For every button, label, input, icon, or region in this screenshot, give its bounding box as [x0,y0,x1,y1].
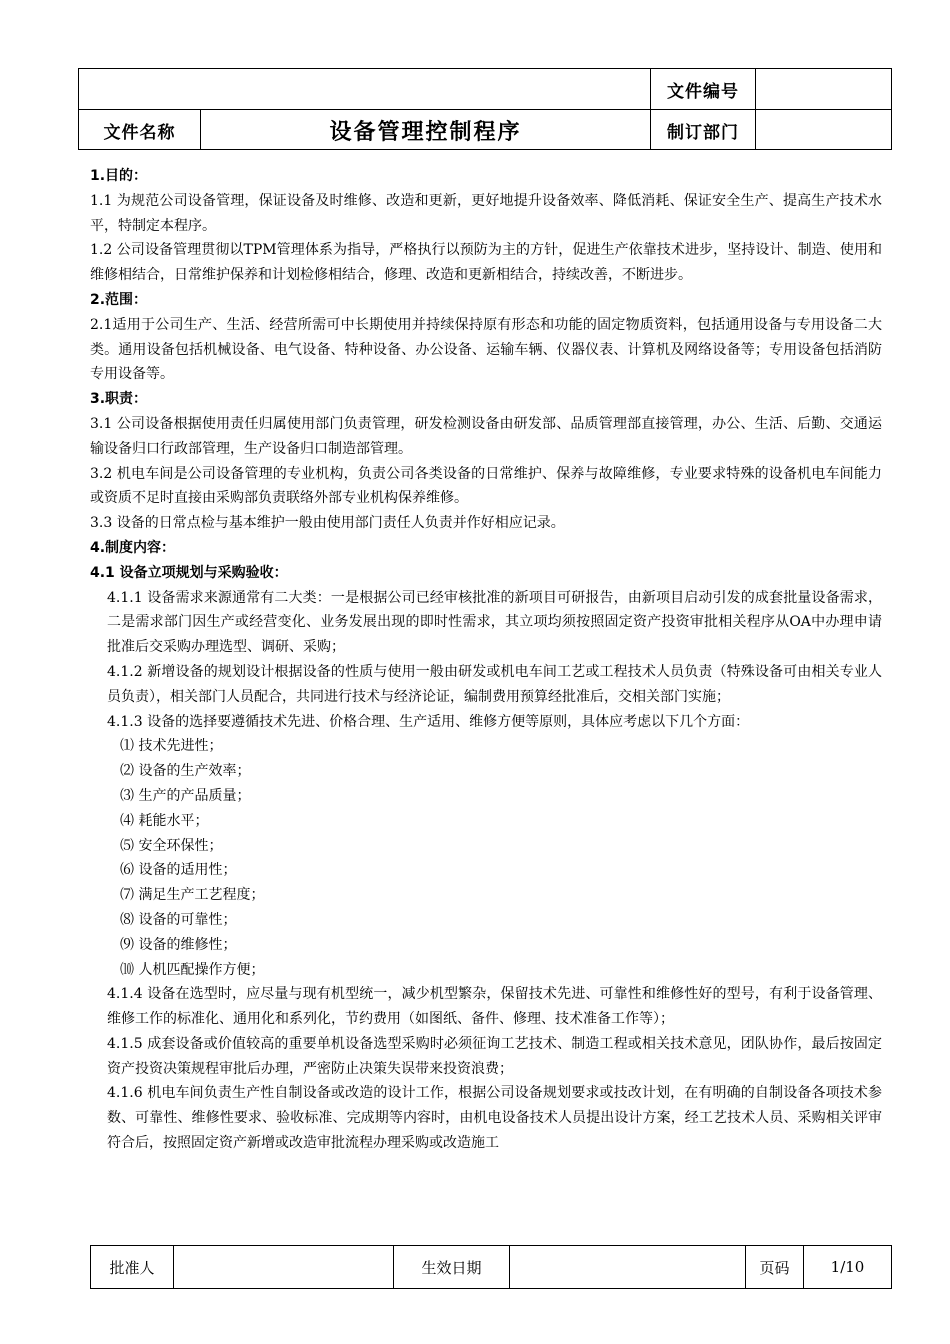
approver-value [174,1246,393,1288]
paragraph-4-1-4: 4.1.4 设备在选型时，应尽量与现有机型统一，减少机型繁杂，保留技术先进、可靠性和维修性好的型号，有利于设备管理、维修工作的标准化、通用化和系列化，节约费用（如图纸、备件、修理、技术准备工作等）； [107,986,882,1028]
department-value [756,110,892,150]
section-1-heading: 1.目的： [90,168,148,184]
paragraph-2-1: 2.1适用于公司生产、生活、经营所需可中长期使用并持续保持原有形态和功能的固定物质资料，包括通用设备与专用设备二大类。通用设备包括机械设备、电气设备、特种设备、办公设备、运输车辆、仪器仪表、计算机及网络设备等；专用设备包括消防专用设备等。 [90,316,882,383]
effective-date-value [510,1246,745,1288]
effective-date-label: 生效日期 [421,1258,482,1277]
section-3-heading: 3.职责： [90,391,148,408]
footer-table [90,1245,892,1289]
paragraph-4-1-6: 4.1.6 机电车间负责生产性自制设备或改造的设计工作，根据公司设备规划要求或技改计划，在有明确的自制设备各项技术参数、可靠性、维修性要求、验收标准、完成期等内容时，由机电设备技术人员提出设计方案，经工艺技术人员、采购相关评审符合后，按照固定资产新增或改造审批流程办理采购或改造施工 [107,1085,882,1152]
paragraph-4-1-2: 4.1.2 新增设备的规划设计根据设备的性质与使用一般由研发或机电车间工艺或工程技术人员负责（特殊设备可由相关专业人员负责），相关部门人员配合，共同进行技术与经济论证，编制费用预算经批准后，交相关部门实施； [107,663,882,705]
list-item: ⑻ 设备的可靠性； [120,911,237,928]
document-body [90,164,882,1156]
doc-number-value [756,69,892,109]
list-item: ⑷ 耗能水平； [120,812,209,829]
paragraph-1-2: 1.2 公司设备管理贯彻以TPM管理体系为指导，严格执行以预防为主的方针，促进生产依靠技术进步，坚持设计、制造、使用和维修相结合，日常维护保养和计划检修相结合，修理、改造和更新相结合，持续改善，不断进步。 [90,242,882,284]
paragraph-4-1-3: 4.1.3 设备的选择要遵循技术先进、价格合理、生产适用、维修方便等原则，具体应考虑以下几个方面： [107,713,750,730]
list-item: ⑽ 人机匹配操作方便； [120,961,265,978]
section-2-heading: 2.范围： [90,291,148,308]
paragraph-4-1-1: 4.1.1 设备需求来源通常有二大类：一是根据公司已经审核批准的新项目可研报告，由新项目启动引发的成套批量设备需求，二是需求部门因生产或经营变化、业务发展出现的即时性需求，其立项均须按照固定资产投资审批相关程序从OA中办理申请批准后交采购办理选型、调研、采购； [107,589,882,656]
document-title: 设备管理控制程序 [329,119,522,145]
paragraph-3-3: 3.3 设备的日常点检与基本维护一般由使用部门责任人负责并作好相应记录。 [90,515,565,532]
page-number: 1/10 [830,1258,865,1276]
approver-label: 批准人 [109,1258,155,1277]
section-4-heading: 4.制度内容： [90,539,176,556]
list-item: ⑹ 设备的适用性； [120,862,237,879]
list-item: ⑵ 设备的生产效率； [120,763,251,780]
subsection-4-1-heading: 4.1 设备立项规划与采购验收： [90,564,288,581]
paragraph-1-1: 1.1 为规范公司设备管理，保证设备及时维修、改造和更新，更好地提升设备效率、降低消耗、保证安全生产、提高生产技术水平，特制定本程序。 [90,192,882,234]
file-name-label: 文件名称 [103,122,176,143]
list-item: ⑺ 满足生产工艺程度； [120,887,265,904]
department-label: 制订部门 [667,122,739,143]
page-label: 页码 [759,1258,790,1277]
list-item: ⑴ 技术先进性； [120,738,223,755]
list-item: ⑶ 生产的产品质量； [120,787,251,804]
doc-number-label: 文件编号 [667,81,739,102]
list-item: ⑼ 设备的维修性； [120,936,237,953]
paragraph-3-2: 3.2 机电车间是公司设备管理的专业机构，负责公司各类设备的日常维护、保养与故障维修，专业要求特殊的设备机电车间能力或资质不足时直接由采购部负责联络外部专业机构保养维修。 [90,465,882,507]
paragraph-4-1-5: 4.1.5 成套设备或价值较高的重要单机设备选型采购时必须征询工艺技术、制造工程或相关技术意见，团队协作，最后按固定资产投资决策规程审批后办理，严密防止决策失误带来投资浪费； [107,1035,882,1077]
paragraph-3-1: 3.1 公司设备根据使用责任归属使用部门负责管理，研发检测设备由研发部、品质管理部直接管理，办公、生活、后勤、交通运输设备归口行政部管理，生产设备归口制造部管理。 [90,415,882,457]
header-table [78,68,892,150]
list-item: ⑸ 安全环保性； [120,837,223,854]
